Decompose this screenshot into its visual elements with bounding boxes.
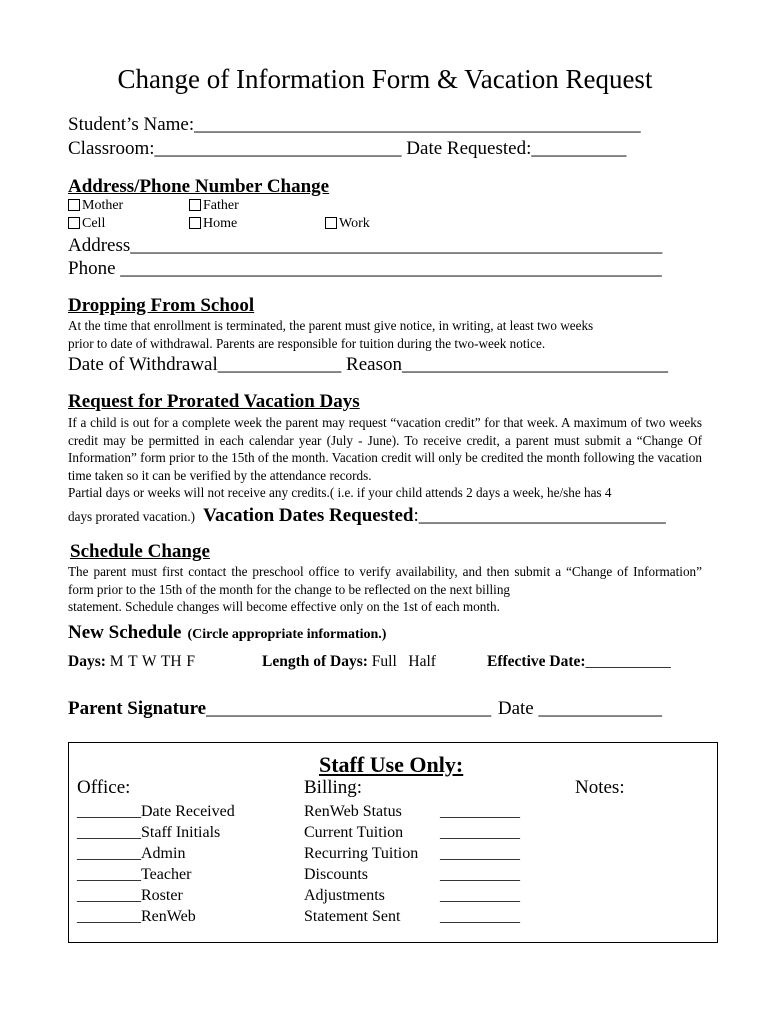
- checkbox-box[interactable]: [68, 217, 80, 229]
- checkbox-box[interactable]: [189, 217, 201, 229]
- checkbox-work[interactable]: [325, 216, 370, 232]
- office-item-teacher[interactable]: ________Teacher: [77, 866, 192, 883]
- checkbox-father-label: Father: [203, 198, 239, 213]
- schedule-heading: Schedule Change: [70, 541, 210, 562]
- vacation-dates-label: Vacation Dates Requested: [203, 505, 414, 526]
- schedule-para-line-1: The parent must first contact the preschool office to verify availability, and then submit a “Change of: [68, 564, 629, 579]
- length-row: [262, 653, 436, 671]
- address-phone-heading: Address/Phone Number Change: [68, 176, 330, 197]
- vacation-dates-field[interactable]: :__________________________: [413, 505, 666, 526]
- length-options[interactable]: Full Half: [371, 653, 436, 670]
- notes-label: Notes:: [575, 777, 625, 798]
- days-row: [68, 653, 195, 671]
- office-item-date-received[interactable]: ________Date Received: [77, 803, 235, 820]
- schedule-para-line-3: statement. Schedule changes will become effective only on the 1st of each month.: [68, 599, 500, 615]
- office-label: Office:: [77, 777, 131, 798]
- new-schedule-note: (Circle appropriate information.): [187, 627, 387, 642]
- phone-field[interactable]: Phone _________________________________________________________: [68, 258, 662, 279]
- vacation-para-line-5: Partial days or weeks will not receive any credits.( i.e. if your child attends 2 days a week, he/she has 4: [68, 485, 612, 501]
- checkbox-mother-label: Mother: [82, 198, 124, 213]
- checkbox-home-label: Home: [203, 216, 238, 231]
- new-schedule-row: [68, 622, 386, 644]
- billing-item-current-tuition: Current Tuition: [304, 824, 404, 841]
- student-name-field[interactable]: Student’s Name:_______________________________________________: [68, 114, 641, 135]
- billing-item-statement-sent: Statement Sent: [304, 908, 401, 925]
- staff-heading: Staff Use Only:: [319, 752, 464, 777]
- vacation-dates-row: [68, 505, 666, 527]
- signature-label: Parent Signature: [68, 698, 207, 719]
- billing-blank-field[interactable]: __________: [440, 866, 520, 883]
- days-label: Days:: [68, 653, 106, 670]
- billing-item-renweb-status: RenWeb Status: [304, 803, 402, 820]
- checkbox-work-label: Work: [339, 216, 370, 231]
- checkbox-mother[interactable]: [68, 198, 123, 214]
- effective-date-field[interactable]: ___________: [585, 653, 671, 670]
- checkbox-home[interactable]: [189, 216, 237, 232]
- vacation-paragraph: [68, 414, 702, 502]
- vacation-para-line-2: of two weeks credit may be permitted in each calendar year (July - June). To receive credit, a parent: [68, 415, 702, 448]
- dropping-para-line-1: At the time that enrollment is terminated, the parent must give notice, in writing, at least two weeks: [68, 318, 594, 333]
- billing-blank-field[interactable]: __________: [440, 803, 520, 820]
- billing-blank-field[interactable]: __________: [440, 908, 520, 925]
- address-field[interactable]: Address________________________________________________________: [68, 235, 663, 256]
- billing-list: [304, 801, 418, 927]
- billing-item-discounts: Discounts: [304, 866, 368, 883]
- page-title: Change of Information Form & Vacation Request: [117, 64, 653, 94]
- checkbox-box[interactable]: [325, 217, 337, 229]
- signature-date-label: Date: [497, 698, 534, 719]
- dropping-heading: Dropping From School: [68, 295, 255, 316]
- effective-row: [487, 653, 671, 671]
- office-item-renweb[interactable]: ________RenWeb: [77, 908, 196, 925]
- checkbox-box[interactable]: [68, 199, 80, 211]
- new-schedule-label: New Schedule: [68, 622, 182, 643]
- vacation-para-line-3: must submit a “Change Of Information” form prior to the 15th of the month. Vacation credit will only: [68, 432, 702, 466]
- effective-label: Effective Date:: [487, 653, 586, 670]
- billing-blanks: [440, 801, 520, 927]
- billing-item-recurring-tuition: Recurring Tuition: [304, 845, 419, 862]
- office-item-roster[interactable]: ________Roster: [77, 887, 183, 904]
- signature-field[interactable]: ______________________________: [206, 698, 492, 719]
- office-list: [77, 801, 235, 927]
- checkbox-father[interactable]: [189, 198, 239, 214]
- signature-date-field[interactable]: _____________: [538, 698, 662, 719]
- checkbox-cell[interactable]: [68, 216, 105, 232]
- vacation-heading: Request for Prorated Vacation Days: [68, 391, 360, 412]
- office-item-staff-initials[interactable]: ________Staff Initials: [77, 824, 221, 841]
- schedule-para-line-2: Information” form prior to the 15th of the month for the change to be reflected on the next billing: [68, 564, 702, 597]
- office-item-admin[interactable]: ________Admin: [77, 845, 186, 862]
- dropping-paragraph: [68, 317, 702, 352]
- billing-item-adjustments: Adjustments: [304, 887, 385, 904]
- vacation-last-line: days prorated vacation.): [68, 509, 196, 524]
- days-options[interactable]: M T W TH F: [109, 653, 196, 670]
- vacation-para-line-4: be credited the month following the vacation time taken so it can be verified by the attendance records.: [68, 450, 702, 483]
- signature-row: [68, 698, 662, 720]
- schedule-paragraph: [68, 563, 702, 616]
- billing-blank-field[interactable]: __________: [440, 887, 520, 904]
- checkbox-box[interactable]: [189, 199, 201, 211]
- classroom-date-field[interactable]: Classroom:__________________________ Date Requested:__________: [68, 138, 627, 159]
- billing-blank-field[interactable]: __________: [440, 845, 520, 862]
- length-label: Length of Days:: [262, 653, 368, 670]
- vacation-para-line-1: If a child is out for a complete week the parent may request “vacation credit” for that week. A maximum: [68, 415, 628, 430]
- withdrawal-reason-field[interactable]: Date of Withdrawal_____________ Reason____________________________: [68, 354, 668, 375]
- billing-label: Billing:: [304, 777, 363, 798]
- billing-blank-field[interactable]: __________: [440, 824, 520, 841]
- dropping-para-line-2: prior to date of withdrawal. Parents are responsible for tuition during the two-week notice.: [68, 335, 546, 351]
- checkbox-cell-label: Cell: [82, 216, 106, 231]
